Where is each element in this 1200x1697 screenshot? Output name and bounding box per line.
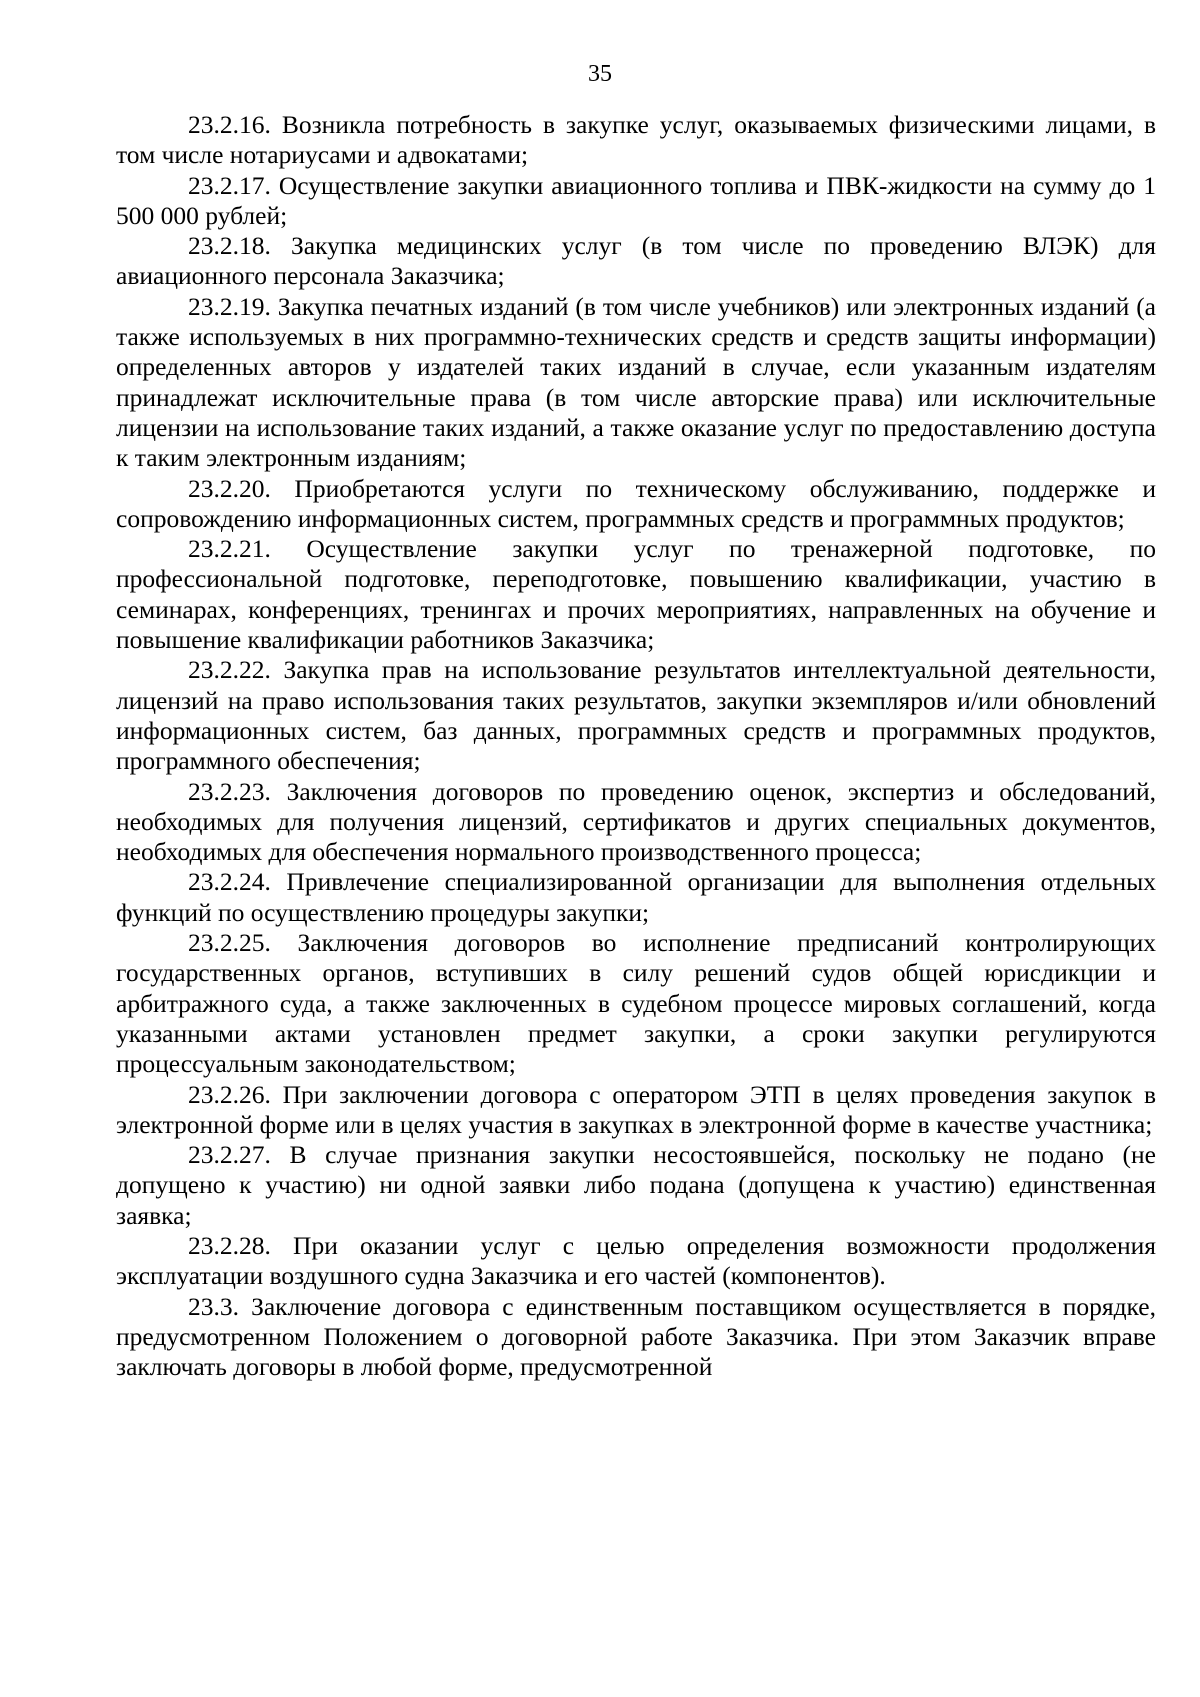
paragraph-23-2-17: 23.2.17. Осуществление закупки авиационного топлива и ПВК-жидкости на сумму до 1 500 000 рублей; [116, 170, 1156, 230]
paragraph-23-2-24: 23.2.24. Привлечение специализированной организации для выполнения отдельных функций по осуществлению процедуры закупки; [116, 867, 1156, 927]
paragraph-23-2-18: 23.2.18. Закупка медицинских услуг (в том числе по проведению ВЛЭК) для авиационного персонала Заказчика; [116, 231, 1156, 291]
document-body [116, 110, 1156, 1382]
paragraph-23-2-22: 23.2.22. Закупка прав на использование результатов интеллектуальной деятельности, лицензий на право использования таких результатов, закупки экземпляров и/или обновлений информационных систем, баз данных, программных средств и программных продуктов, программного обеспечения; [116, 655, 1156, 776]
paragraph-23-2-25: 23.2.25. Заключения договоров во исполнение предписаний контролирующих государственных органов, вступивших в силу решений судов общей юрисдикции и арбитражного суда, а также заключенных в судебном процессе мировых соглашений, когда указанными актами установлен предмет закупки, а сроки закупки регулируются процессуальным законодательством; [116, 928, 1156, 1079]
paragraph-23-3: 23.3. Заключение договора с единственным поставщиком осуществляется в порядке, предусмотренном Положением о договорной работе Заказчика. При этом Заказчик вправе заключать договоры в любой форме, предусмотренной [116, 1291, 1156, 1382]
paragraph-23-2-23: 23.2.23. Заключения договоров по проведению оценок, экспертиз и обследований, необходимых для получения лицензий, сертификатов и других специальных документов, необходимых для обеспечения нормального производственного процесса; [116, 776, 1156, 867]
paragraph-23-2-26: 23.2.26. При заключении договора с оператором ЭТП в целях проведения закупок в электронной форме или в целях участия в закупках в электронной форме в качестве участника; [116, 1079, 1156, 1139]
paragraph-23-2-19: 23.2.19. Закупка печатных изданий (в том числе учебников) или электронных изданий (а также используемых в них программно-технических средств и средств защиты информации) определенных авторов у издателей таких изданий в случае, если указанным издателям принадлежат исключительные права (в том числе авторские права) или исключительные лицензии на использование таких изданий, а также оказание услуг по предоставлению доступа к таким электронным изданиям; [116, 291, 1156, 473]
paragraph-23-2-16: 23.2.16. Возникла потребность в закупке услуг, оказываемых физическими лицами, в том числе нотариусами и адвокатами; [116, 110, 1156, 170]
paragraph-23-2-28: 23.2.28. При оказании услуг с целью определения возможности продолжения эксплуатации воздушного судна Заказчика и его частей (компонентов). [116, 1230, 1156, 1291]
paragraph-23-2-20: 23.2.20. Приобретаются услуги по техническому обслуживанию, поддержке и сопровождению информационных систем, программных средств и программных продуктов; [116, 473, 1156, 533]
page-number: 35 [588, 61, 612, 87]
paragraph-23-2-27: 23.2.27. В случае признания закупки несостоявшейся, поскольку не подано (не допущено к участию) ни одной заявки либо подана (допущена к участию) единственная заявка; [116, 1140, 1156, 1230]
paragraph-23-2-21: 23.2.21. Осуществление закупки услуг по тренажерной подготовке, по профессиональной подготовке, переподготовке, повышению квалификации, участию в семинарах, конференциях, тренингах и прочих мероприятиях, направленных на обучение и повышение квалификации работников Заказчика; [116, 534, 1156, 655]
